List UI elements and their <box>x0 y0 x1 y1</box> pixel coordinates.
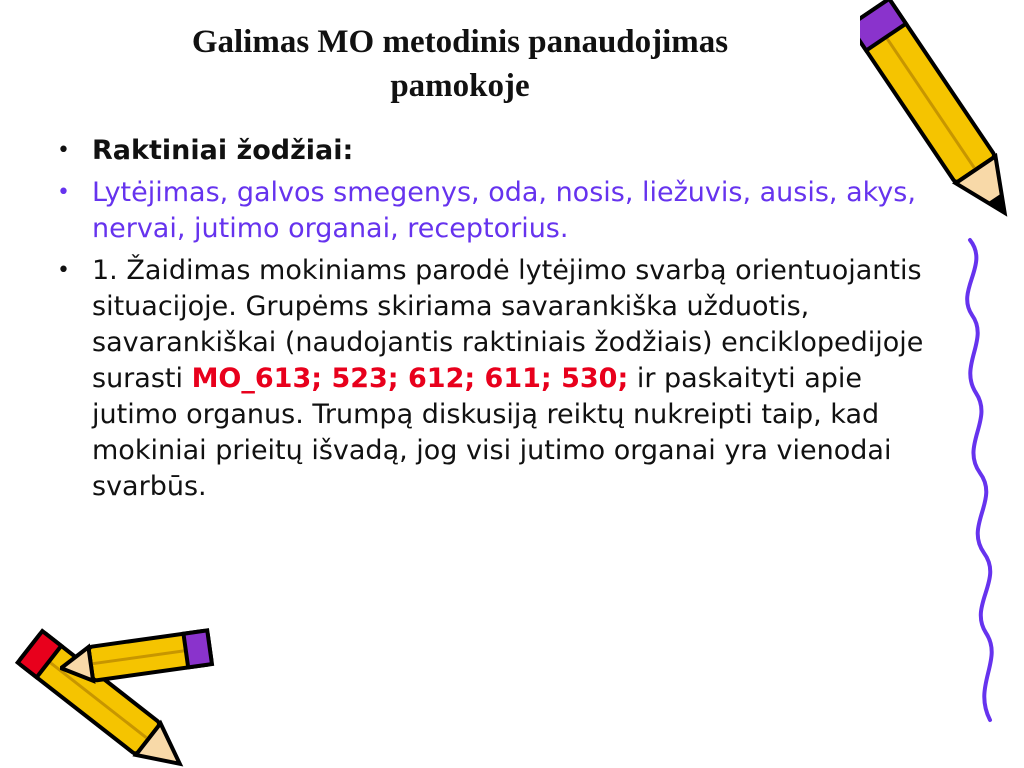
activity-text-part1: 1. Žaidimas mokiniams parodė lytėjimo svarbą orientuojantis situacijoje. Grupėms skiriama savarankiška užduotis, savarankiškai (naudojantis raktiniais žodžiais) enciklopedijoje surasti <box>92 255 924 394</box>
keywords-heading: Raktiniai žodžiai: <box>92 135 354 166</box>
bullet-activity <box>55 253 935 505</box>
bullet-dot: • <box>57 180 70 205</box>
slide-title-line2: pamokoje <box>390 68 530 104</box>
slide-title-line1: Galimas MO metodinis panaudojimas <box>191 24 729 60</box>
squiggle-line <box>950 235 1020 725</box>
keywords-text: Lytėjimas, galvos smegenys, oda, nosis, liežuvis, ausis, akys, nervai, jutimo organai, receptorius. <box>92 177 916 244</box>
activity-mo-codes: MO_613; 523; 612; 611; 530; <box>191 363 629 394</box>
pencil-icon <box>60 625 220 768</box>
slide-title <box>80 20 840 108</box>
bullet-dot: • <box>57 138 70 163</box>
bullet-list <box>55 133 935 511</box>
bullet-keywords-heading <box>55 133 935 169</box>
bullet-keywords-list <box>55 175 935 247</box>
pencil-icon <box>860 0 1024 240</box>
activity-text-part2: ir paskaityti apie jutimo organus. Trumpą diskusiją reiktų nukreipti taip, kad mokiniai prieitų išvadą, jog visi jutimo organai yra vienodai svarbūs. <box>92 363 892 502</box>
bullet-dot: • <box>57 258 70 283</box>
